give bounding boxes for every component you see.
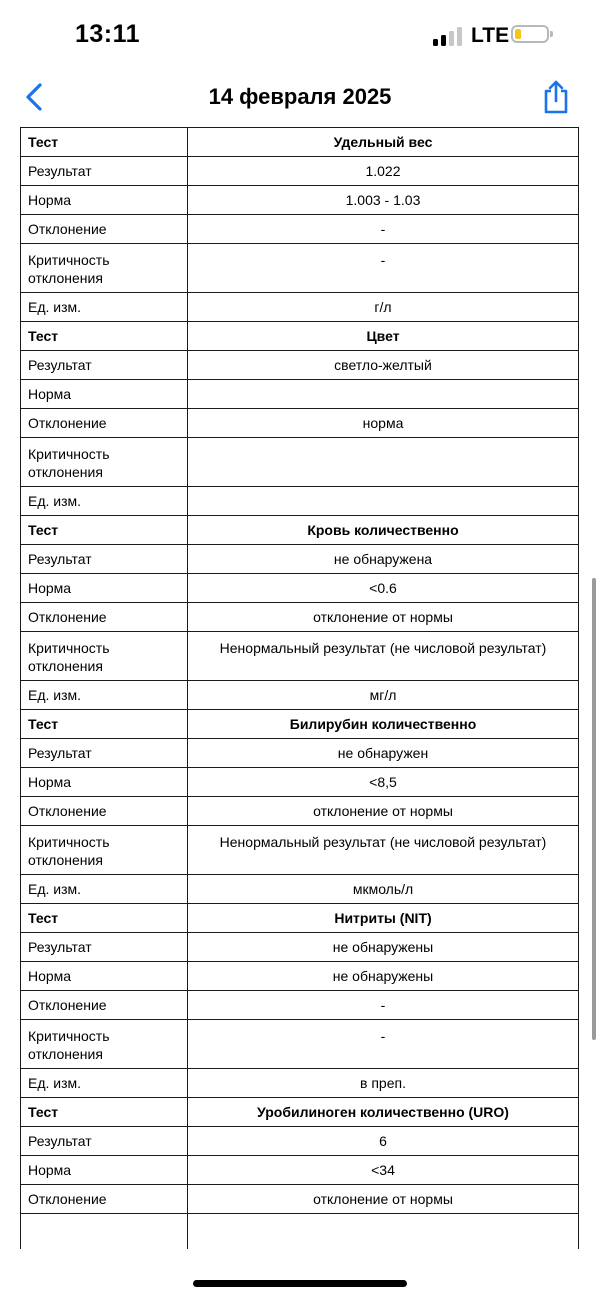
norm-value: <34 (188, 1156, 579, 1185)
share-button[interactable] (540, 78, 572, 116)
criticality-label: Критичность отклонения (21, 244, 188, 293)
deviation-value: отклонение от нормы (188, 797, 579, 826)
result-label: Результат (21, 1127, 188, 1156)
criticality-row (21, 438, 579, 487)
result-row (21, 1127, 579, 1156)
scrollbar[interactable] (592, 578, 596, 1040)
battery-icon (511, 25, 549, 43)
criticality-value: Ненормальный результат (не числовой результат) (188, 826, 579, 875)
deviation-value: - (188, 215, 579, 244)
criticality-row (21, 826, 579, 875)
norm-label: Норма (21, 380, 188, 409)
deviation-label: Отклонение (21, 409, 188, 438)
deviation-value: норма (188, 409, 579, 438)
test-header-row (21, 516, 579, 545)
test-label: Тест (21, 904, 188, 933)
unit-row (21, 487, 579, 516)
test-header-row (21, 128, 579, 157)
test-header-row (21, 1098, 579, 1127)
deviation-label: Отклонение (21, 991, 188, 1020)
criticality-value: Ненормальный результат (не числовой результат) (188, 632, 579, 681)
result-value: не обнаружены (188, 933, 579, 962)
norm-label: Норма (21, 768, 188, 797)
home-indicator[interactable] (193, 1280, 407, 1287)
result-label: Результат (21, 545, 188, 574)
unit-label: Ед. изм. (21, 1069, 188, 1098)
deviation-row (21, 603, 579, 632)
result-row (21, 739, 579, 768)
test-label: Тест (21, 128, 188, 157)
result-value: светло-желтый (188, 351, 579, 380)
criticality-value: - (188, 244, 579, 293)
unit-value: мкмоль/л (188, 875, 579, 904)
norm-value: не обнаружены (188, 962, 579, 991)
criticality-row (21, 1020, 579, 1069)
unit-row (21, 681, 579, 710)
deviation-row (21, 215, 579, 244)
criticality-cut (21, 1214, 188, 1250)
result-value: 1.022 (188, 157, 579, 186)
navigation-bar (0, 70, 600, 125)
norm-label: Норма (21, 1156, 188, 1185)
unit-value: г/л (188, 293, 579, 322)
criticality-row (21, 244, 579, 293)
norm-row (21, 574, 579, 603)
unit-row (21, 293, 579, 322)
result-row (21, 933, 579, 962)
criticality-cut-value (188, 1214, 579, 1250)
unit-label: Ед. изм. (21, 875, 188, 904)
criticality-label: Критичность отклонения (21, 1020, 188, 1069)
result-label: Результат (21, 739, 188, 768)
norm-row (21, 186, 579, 215)
deviation-value: - (188, 991, 579, 1020)
norm-label: Норма (21, 962, 188, 991)
deviation-value: отклонение от нормы (188, 1185, 579, 1214)
result-row (21, 157, 579, 186)
test-label: Тест (21, 710, 188, 739)
result-label: Результат (21, 933, 188, 962)
deviation-label: Отклонение (21, 1185, 188, 1214)
network-type: LTE (471, 24, 510, 47)
criticality-value (188, 438, 579, 487)
unit-value: мг/л (188, 681, 579, 710)
share-icon (540, 78, 572, 116)
deviation-row (21, 991, 579, 1020)
test-name: Уробилиноген количественно (URO) (188, 1098, 579, 1127)
result-value: не обнаружена (188, 545, 579, 574)
page-title: 14 февраля 2025 (208, 84, 392, 109)
status-time: 13:11 (75, 20, 141, 48)
norm-row (21, 380, 579, 409)
criticality-row (21, 632, 579, 681)
test-header-row (21, 904, 579, 933)
norm-label: Норма (21, 186, 188, 215)
norm-row (21, 1156, 579, 1185)
status-bar (0, 0, 600, 70)
test-label: Тест (21, 516, 188, 545)
norm-value (188, 380, 579, 409)
result-label: Результат (21, 157, 188, 186)
test-name: Нитриты (NIT) (188, 904, 579, 933)
result-value: не обнаружен (188, 739, 579, 768)
unit-value: в преп. (188, 1069, 579, 1098)
unit-row (21, 875, 579, 904)
result-row (21, 545, 579, 574)
result-value: 6 (188, 1127, 579, 1156)
test-name: Билирубин количественно (188, 710, 579, 739)
norm-value: <8,5 (188, 768, 579, 797)
unit-row (21, 1069, 579, 1098)
unit-value (188, 487, 579, 516)
test-name: Цвет (188, 322, 579, 351)
results-table (20, 127, 579, 1249)
norm-value: 1.003 - 1.03 (188, 186, 579, 215)
criticality-value: - (188, 1020, 579, 1069)
norm-label: Норма (21, 574, 188, 603)
battery-tip (550, 31, 553, 37)
test-header-row (21, 322, 579, 351)
deviation-row (21, 409, 579, 438)
results-table-container[interactable] (20, 127, 580, 1249)
criticality-label: Критичность отклонения (21, 826, 188, 875)
test-name: Удельный вес (188, 128, 579, 157)
norm-row (21, 768, 579, 797)
result-row (21, 351, 579, 380)
cellular-signal-icon (433, 26, 463, 46)
criticality-label: Критичность отклонения (21, 632, 188, 681)
criticality-row (21, 1214, 579, 1250)
test-name: Кровь количественно (188, 516, 579, 545)
unit-label: Ед. изм. (21, 681, 188, 710)
unit-label: Ед. изм. (21, 293, 188, 322)
unit-label: Ед. изм. (21, 487, 188, 516)
result-label: Результат (21, 351, 188, 380)
test-label: Тест (21, 322, 188, 351)
deviation-label: Отклонение (21, 215, 188, 244)
norm-row (21, 962, 579, 991)
criticality-label: Критичность отклонения (21, 438, 188, 487)
deviation-label: Отклонение (21, 797, 188, 826)
deviation-label: Отклонение (21, 603, 188, 632)
test-header-row (21, 710, 579, 739)
deviation-value: отклонение от нормы (188, 603, 579, 632)
test-label: Тест (21, 1098, 188, 1127)
deviation-row (21, 1185, 579, 1214)
deviation-row (21, 797, 579, 826)
norm-value: <0.6 (188, 574, 579, 603)
